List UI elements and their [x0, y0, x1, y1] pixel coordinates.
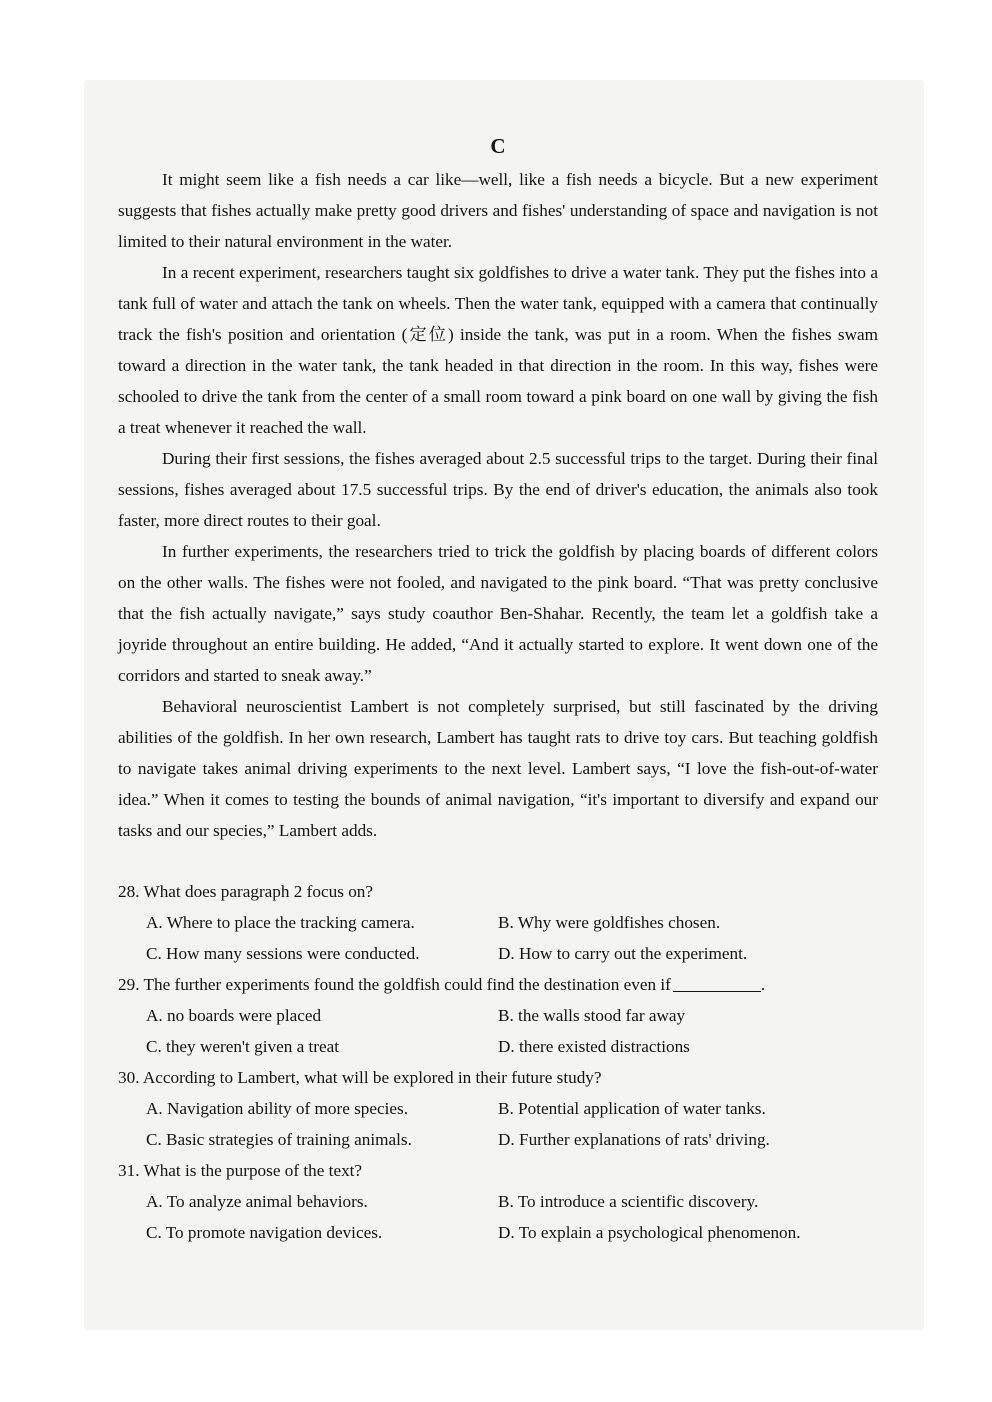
question-30 — [118, 1062, 878, 1155]
option-a: A. To analyze animal behaviors. — [146, 1192, 368, 1211]
question-stem: 28. What does paragraph 2 focus on? — [118, 882, 374, 901]
question-stem-end: . — [760, 975, 766, 994]
question-stem: 31. What is the purpose of the text? — [118, 1161, 363, 1180]
option-b: B. Potential application of water tanks. — [498, 1099, 766, 1118]
passage-paragraph-5: Behavioral neuroscientist Lambert is not completely surprised, but still fascinated by the driving abilities of the goldfish. In her own research, Lambert has taught rats to drive toy cars. But teaching goldfish to navigate takes animal driving experiments to the next level. Lambert says, “I love the fish-out-of-water idea.” When it comes to testing the bounds of animal navigation, “it's important to diversify and expand our tasks and our species,” Lambert adds. — [118, 697, 878, 840]
option-b: B. To introduce a scientific discovery. — [498, 1192, 759, 1211]
option-d: D. there existed distractions — [498, 1037, 690, 1056]
question-stem: 29. The further experiments found the goldfish could find the destination even if — [118, 975, 671, 994]
passage-paragraph-1: It might seem like a fish needs a car like—well, like a fish needs a bicycle. But a new experiment suggests that fishes actually make pretty good drivers and fishes' understanding of space and navigation is not limited to their natural environment in the water. — [118, 170, 878, 251]
option-d: D. To explain a psychological phenomenon. — [498, 1223, 801, 1242]
passage-paragraph-4: In further experiments, the researchers tried to trick the goldfish by placing boards of different colors on the other walls. The fishes were not fooled, and navigated to the pink board. “That was pretty conclusive that the fish actually navigate,” says study coauthor Ben-Shahar. Recently, the team let a goldfish take a joyride throughout an entire building. He added, “And it actually started to explore. It went down one of the corridors and started to sneak away.” — [118, 542, 878, 685]
passage-paragraph-2: In a recent experiment, researchers taught six goldfishes to drive a water tank. They put the fishes into a tank full of water and attach the tank on wheels. Then the water tank, equipped with a camera that continually track the fish's position and orientation (定位) inside the tank, was put in a room. When the fishes swam toward a direction in the water tank, the tank headed in that direction in the room. In this way, fishes were schooled to drive the tank from the center of a small room toward a pink board on one wall by giving the fish a treat whenever it reached the wall. — [118, 263, 878, 437]
option-b: B. Why were goldfishes chosen. — [498, 913, 721, 932]
reading-section — [118, 132, 878, 1248]
passage-paragraph-3: During their first sessions, the fishes averaged about 2.5 successful trips to the target. During their final sessions, fishes averaged about 17.5 successful trips. By the end of driver's education, the animals also took faster, more direct routes to their goal. — [118, 449, 878, 530]
option-c: C. How many sessions were conducted. — [146, 944, 420, 963]
question-28 — [118, 876, 878, 969]
question-29 — [118, 969, 878, 1062]
option-c: C. they weren't given a treat — [146, 1037, 340, 1056]
answer-blank — [673, 973, 761, 992]
question-31 — [118, 1155, 878, 1248]
option-a: A. Navigation ability of more species. — [146, 1099, 409, 1118]
option-a: A. Where to place the tracking camera. — [146, 913, 415, 932]
question-stem: 30. According to Lambert, what will be explored in their future study? — [118, 1068, 602, 1087]
option-b: B. the walls stood far away — [498, 1006, 686, 1025]
question-stem-row — [118, 969, 878, 1000]
option-c: C. To promote navigation devices. — [146, 1223, 383, 1242]
question-list — [118, 876, 878, 1248]
passage — [118, 164, 878, 846]
option-d: D. How to carry out the experiment. — [498, 944, 748, 963]
section-title: C — [490, 134, 506, 158]
option-d: D. Further explanations of rats' driving. — [498, 1130, 770, 1149]
option-c: C. Basic strategies of training animals. — [146, 1130, 412, 1149]
option-a: A. no boards were placed — [146, 1006, 322, 1025]
